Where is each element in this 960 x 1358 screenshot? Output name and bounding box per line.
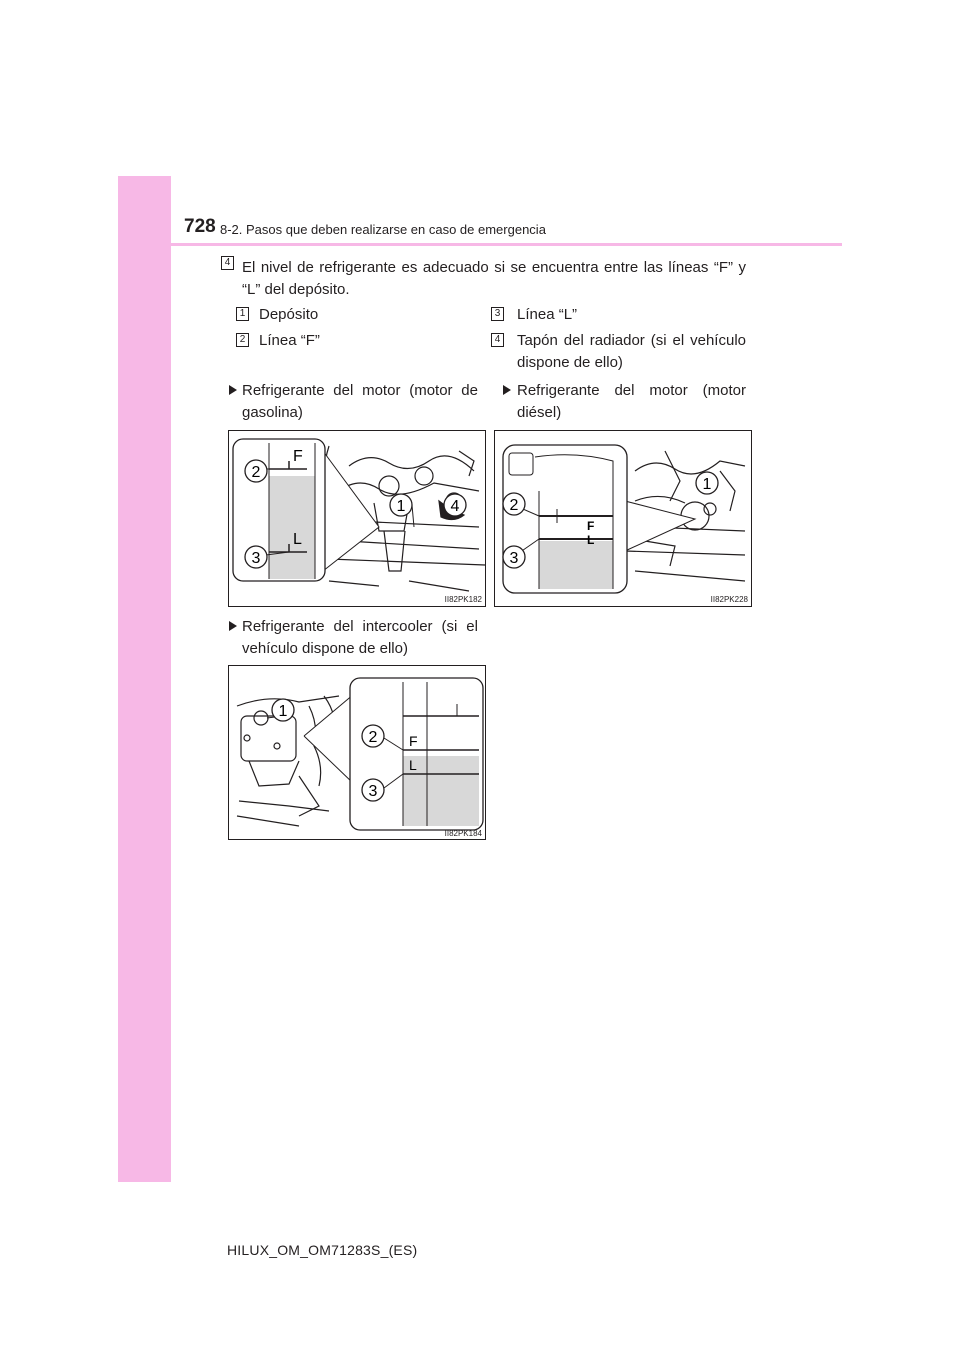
mark-l: L xyxy=(409,757,417,773)
margin-tab-band xyxy=(118,176,171,1182)
bullet-text: Refrigerante del motor (motor de xyxy=(242,382,478,399)
mark-f: F xyxy=(587,519,595,533)
document-id-footer: HILUX_OM_OM71283S_(ES) xyxy=(227,1242,418,1258)
callout-3: 3 xyxy=(509,550,519,567)
legend-label: dispone de ello) xyxy=(517,354,623,371)
legend-number: 1 xyxy=(236,307,249,321)
page-number: 728 xyxy=(184,216,216,237)
step-text-line1: El nivel de refrigerante es adecuado si se encuentra entre las líneas “F” y xyxy=(242,259,746,276)
bullet-arrow-icon xyxy=(229,621,237,631)
legend-number: 2 xyxy=(236,333,249,347)
mark-f: F xyxy=(293,448,303,465)
callout-2: 2 xyxy=(509,497,519,514)
bullet-text: gasolina) xyxy=(242,404,303,421)
bullet-text: diésel) xyxy=(517,404,562,421)
legend-number: 4 xyxy=(491,333,504,347)
callout-1: 1 xyxy=(278,703,288,720)
callout-3: 3 xyxy=(251,550,261,567)
mark-l: L xyxy=(293,531,302,548)
callout-1: 1 xyxy=(702,476,712,493)
bullet-text: vehículo dispone de ello) xyxy=(242,640,408,657)
bullet-text: Refrigerante del intercooler (si el xyxy=(242,618,478,635)
figure-code: II82PK184 xyxy=(444,829,482,838)
callout-4: 4 xyxy=(450,498,460,515)
bullet-text: Refrigerante del motor (motor xyxy=(517,382,746,399)
bullet-arrow-icon xyxy=(229,385,237,395)
callout-2: 2 xyxy=(251,464,261,481)
figure-code: II82PK182 xyxy=(444,595,482,604)
mark-l: L xyxy=(587,533,595,547)
legend-label: Línea “L” xyxy=(517,306,578,323)
engine-bay-illustration xyxy=(495,431,751,606)
legend-label: Línea “F” xyxy=(259,332,320,349)
figure-code: II82PK228 xyxy=(710,595,748,604)
engine-bay-illustration xyxy=(229,666,485,839)
legend-number: 3 xyxy=(491,307,504,321)
legend-label: Tapón del radiador (si el vehículo xyxy=(517,332,746,349)
legend-label: Depósito xyxy=(259,306,319,323)
header-divider xyxy=(118,243,842,246)
figure-intercooler-coolant xyxy=(228,665,486,840)
callout-3: 3 xyxy=(368,783,378,800)
bullet-arrow-icon xyxy=(503,385,511,395)
callout-2: 2 xyxy=(368,729,378,746)
callout-1: 1 xyxy=(396,498,406,515)
engine-bay-illustration xyxy=(229,431,485,606)
mark-f: F xyxy=(409,733,418,749)
section-title: 8-2. Pasos que deben realizarse en caso de emergencia xyxy=(220,222,546,237)
step-number-badge: 4 xyxy=(221,256,234,270)
figure-gasoline-coolant xyxy=(228,430,486,607)
step-text-line2: “L” del depósito. xyxy=(242,281,350,298)
figure-diesel-coolant xyxy=(494,430,752,607)
